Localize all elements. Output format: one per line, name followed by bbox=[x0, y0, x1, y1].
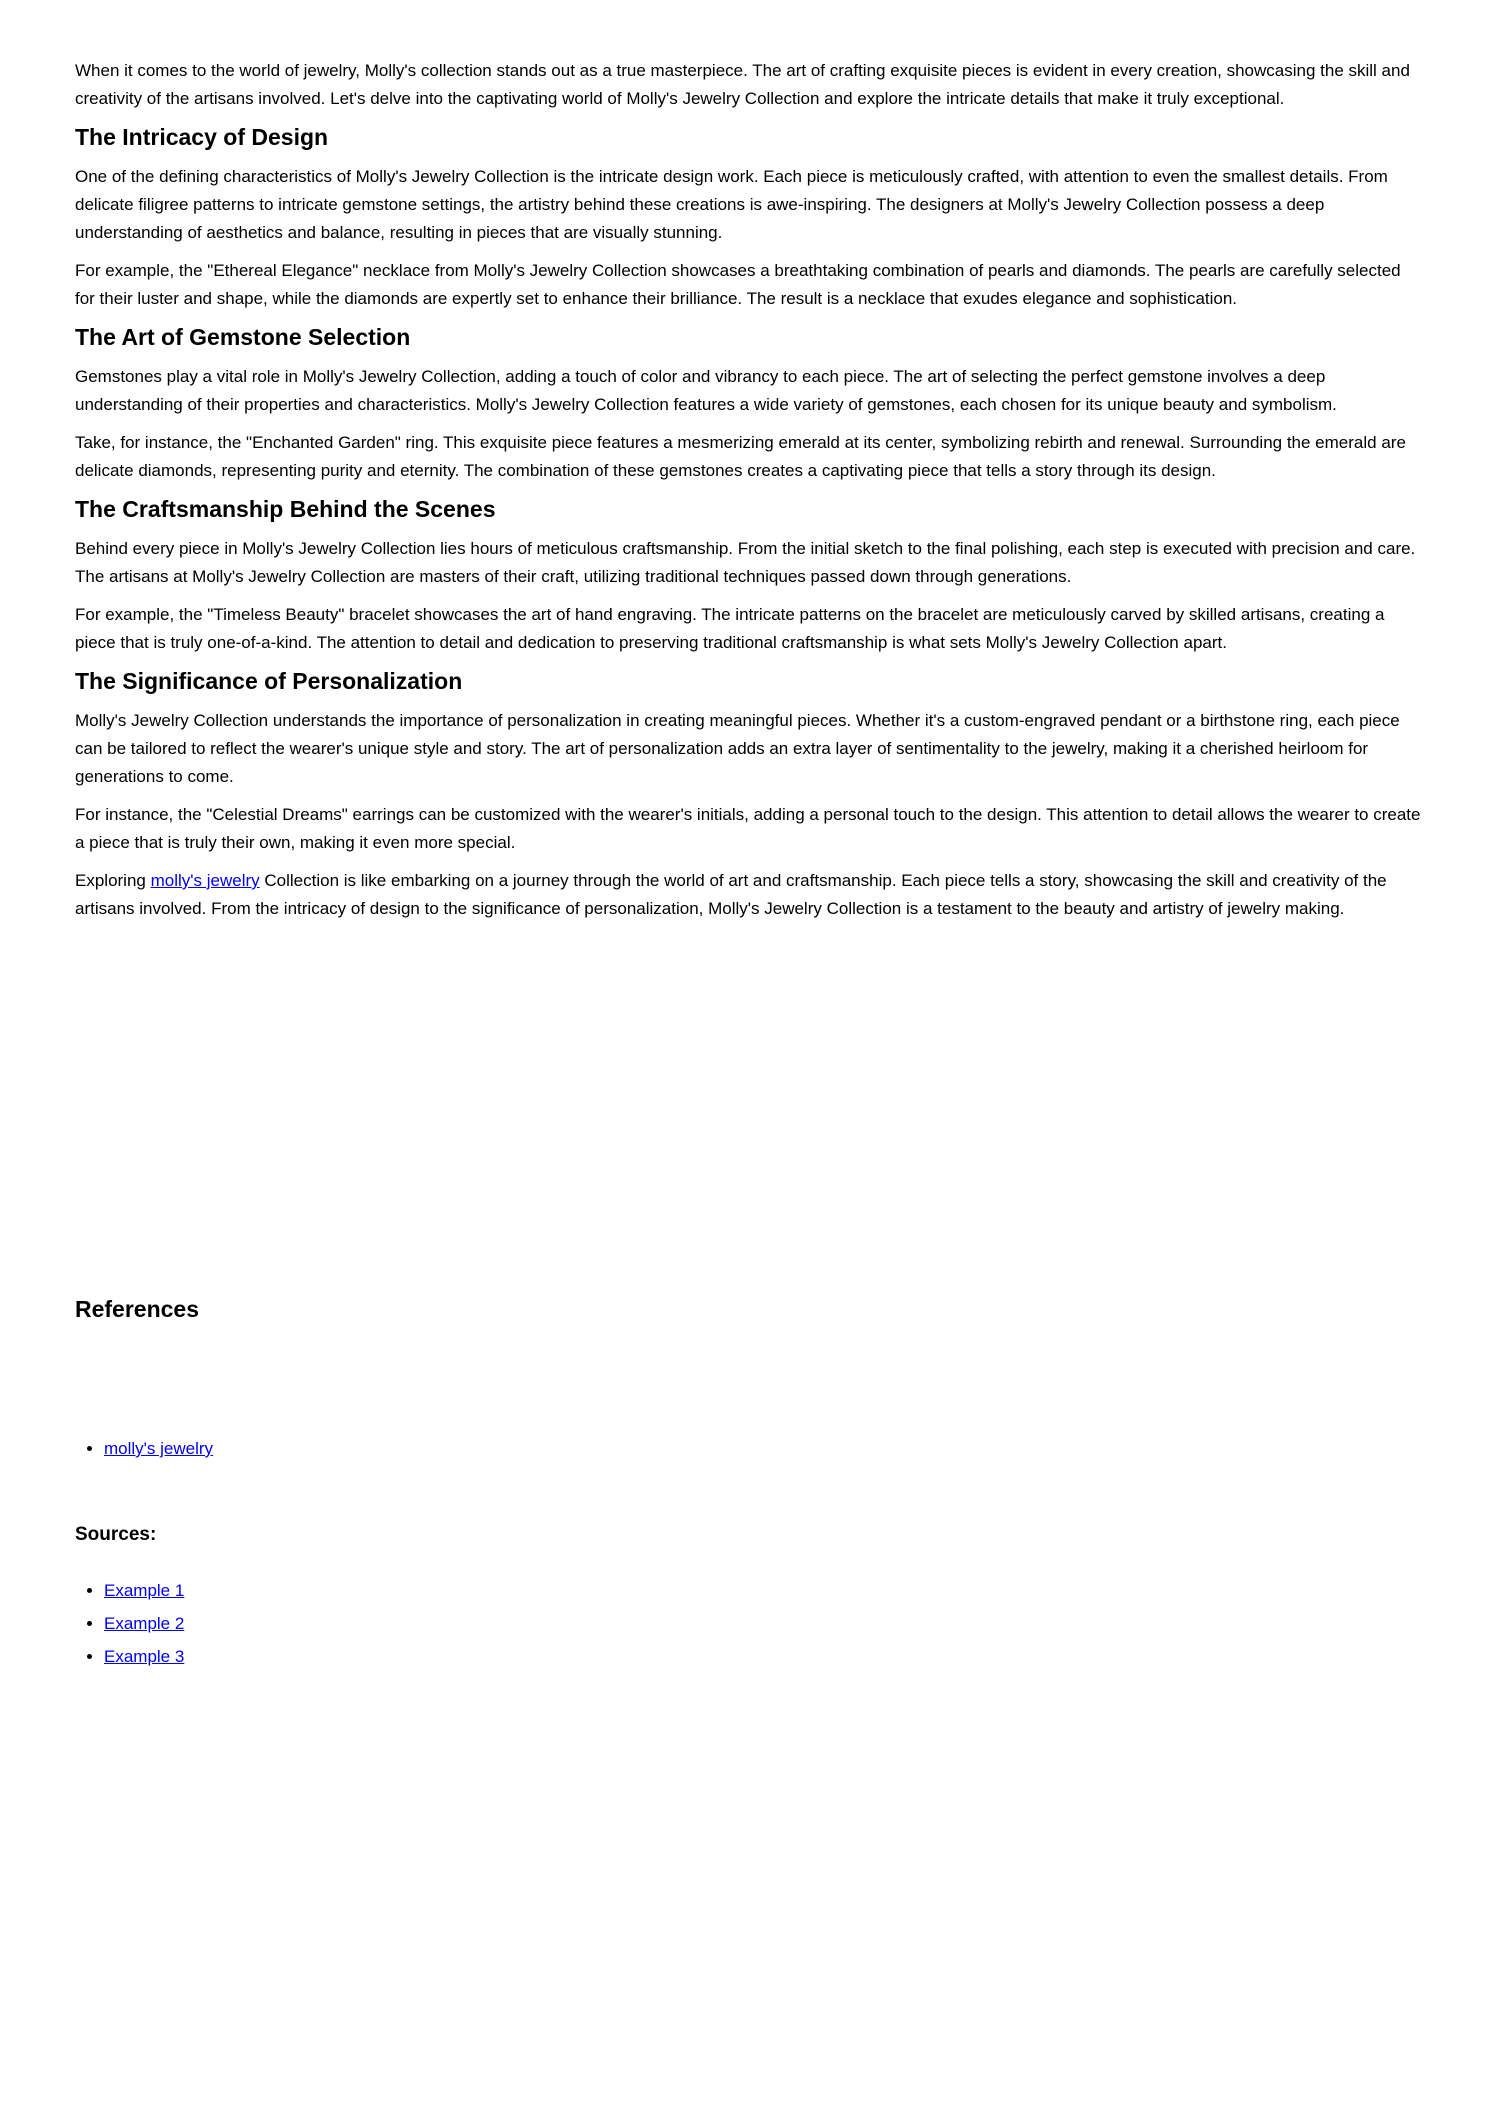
paragraph: For instance, the "Celestial Dreams" earrings can be customized with the wearer's initials, adding a personal touch to the design. This attention to detail allows the wearer to create a piece that is truly their own, making it even more special. bbox=[75, 805, 1421, 852]
closing-paragraph bbox=[75, 867, 1425, 923]
paragraph: Gemstones play a vital role in Molly's Jewelry Collection, adding a touch of color and vibrancy to each piece. The art of selecting the perfect gemstone involves a deep understanding of their properties and characteristics. Molly's Jewelry Collection features a wide variety of gemstones, each chosen for its unique beauty and symbolism. bbox=[75, 367, 1337, 414]
sources-heading: Sources: bbox=[75, 1524, 157, 1545]
references-list bbox=[75, 1435, 1425, 1463]
vertical-spacer bbox=[75, 933, 1425, 1291]
paragraph: Behind every piece in Molly's Jewelry Collection lies hours of meticulous craftsmanship. From the initial sketch to the final polishing, each step is executed with precision and care. The artisans at Molly's Jewelry Collection are masters of their craft, utilizing traditional techniques passed down through generations. bbox=[75, 539, 1416, 586]
example-2-link[interactable]: Example 2 bbox=[104, 1614, 185, 1633]
list-item bbox=[104, 1435, 1425, 1463]
section-heading-gemstone-selection: The Art of Gemstone Selection bbox=[75, 324, 411, 350]
list-item bbox=[104, 1610, 1425, 1638]
intro-paragraph: When it comes to the world of jewelry, Molly's collection stands out as a true masterpiece. The art of crafting exquisite pieces is evident in every creation, showcasing the skill and creativity of the artisans involved. Let's delve into the captivating world of Molly's Jewelry Collection and explore the intricate details that make it truly exceptional. bbox=[75, 61, 1410, 108]
vertical-spacer bbox=[75, 1335, 1425, 1435]
paragraph: For example, the "Timeless Beauty" bracelet showcases the art of hand engraving. The intricate patterns on the bracelet are meticulously carved by skilled artisans, creating a piece that is truly one-of-a-kind. The attention to detail and dedication to preserving traditional craftsmanship is what sets Molly's Jewelry Collection apart. bbox=[75, 605, 1385, 652]
list-item bbox=[104, 1577, 1425, 1605]
paragraph: For example, the "Ethereal Elegance" necklace from Molly's Jewelry Collection showcases a breathtaking combination of pearls and diamonds. The pearls are carefully selected for their luster and shape, while the diamonds are expertly set to enhance their brilliance. The result is a necklace that exudes elegance and sophistication. bbox=[75, 261, 1401, 308]
mollys-jewelry-inline-link[interactable]: molly's jewelry bbox=[150, 871, 260, 890]
example-3-link[interactable]: Example 3 bbox=[104, 1647, 185, 1666]
mollys-jewelry-reference-link[interactable]: molly's jewelry bbox=[104, 1439, 214, 1458]
section-heading-intricacy-of-design: The Intricacy of Design bbox=[75, 124, 329, 150]
example-1-link[interactable]: Example 1 bbox=[104, 1581, 185, 1600]
paragraph: Take, for instance, the "Enchanted Garden" ring. This exquisite piece features a mesmerizing emerald at its center, symbolizing rebirth and renewal. Surrounding the emerald are delicate diamonds, representing purity and eternity. The combination of these gemstones creates a captivating piece that tells a story through its design. bbox=[75, 433, 1406, 480]
references-heading: References bbox=[75, 1296, 200, 1322]
closing-suffix: Collection is like embarking on a journey through the world of art and craftsmanship. Each piece tells a story, showcasing the skill and creativity of the artisans involved. From the intricacy of design to the significance of personalization, Molly's Jewelry Collection is a testament to the beauty and artistry of jewelry making. bbox=[75, 871, 1387, 918]
section-heading-craftsmanship: The Craftsmanship Behind the Scenes bbox=[75, 496, 496, 522]
list-item bbox=[104, 1643, 1425, 1671]
section-heading-personalization: The Significance of Personalization bbox=[75, 668, 463, 694]
paragraph: Molly's Jewelry Collection understands the importance of personalization in creating meaningful pieces. Whether it's a custom-engraved pendant or a birthstone ring, each piece can be tailored to reflect the wearer's unique style and story. The art of personalization adds an extra layer of sentimentality to the jewelry, making it a cherished heirloom for generations to come. bbox=[75, 711, 1400, 786]
sources-list bbox=[75, 1577, 1425, 1671]
closing-prefix: Exploring bbox=[75, 871, 151, 890]
paragraph: One of the defining characteristics of Molly's Jewelry Collection is the intricate design work. Each piece is meticulously crafted, with attention to even the smallest details. From delicate filigree patterns to intricate gemstone settings, the artistry behind these creations is awe-inspiring. The designers at Molly's Jewelry Collection possess a deep understanding of aesthetics and balance, resulting in pieces that are visually stunning. bbox=[75, 167, 1388, 242]
